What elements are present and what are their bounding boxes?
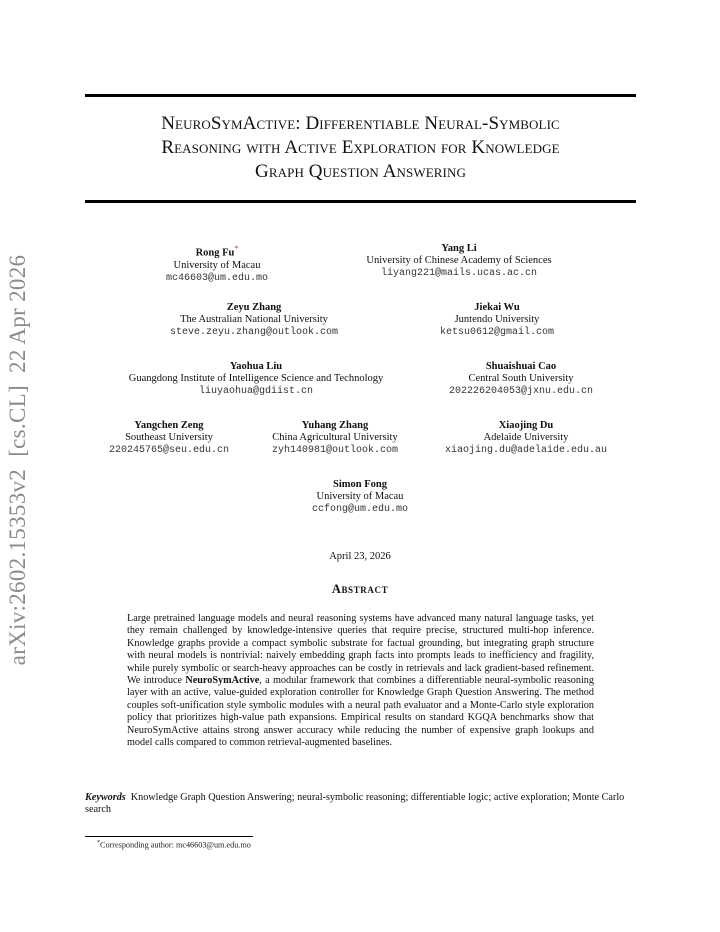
author-affiliation: Adelaide University [483,432,569,443]
author-affiliation: University of Chinese Academy of Sciences [366,255,552,266]
footnote-rule [85,836,253,837]
author-block [366,243,551,280]
author-name: Rong Fu* [195,244,239,259]
author-block [272,420,398,457]
author-name: Yangchen Zeng [134,420,204,431]
author-block [440,302,554,339]
abstract-body [127,613,594,749]
title-line-2: Reasoning with Active Exploration for Knowledge [161,137,560,158]
author-email[interactable]: ccfong@um.edu.mo [311,504,409,515]
author-affiliation: Southeast University [125,432,213,443]
author-email[interactable]: zyh140981@outlook.com [271,445,399,456]
arxiv-identifier: arXiv:2602.15353v2 [cs.CL] 22 Apr 2026 [5,254,30,666]
method-name: NeuroSymActive [185,675,260,687]
author-email[interactable]: 220245765@seu.edu.cn [108,445,230,456]
footnote-text: Corresponding author: mc46603@um.edu.mo [100,840,251,850]
author-block [312,479,408,516]
abstract-text-start: Large pretrained language models and neural reasoning systems have advanced many natural language tasks, yet they remain challenged by knowledge-intensive queries that require precise, structured multi-hop inference. Knowledge graphs provide a compact symbolic substrate for factual grounding, but integrating graph structure with neural models is nontrivial: naively embedding graph facts into prompts leads to inefficiency and fragility, while purely symbolic or search-heavy approaches can be costly in retrievals and lack gradient-based refinement. We introduce [127,613,594,687]
author-email[interactable]: mc46603@um.edu.mo [165,272,269,284]
author-affiliation: The Australian National University [180,314,328,325]
title-bottom-rule [85,200,636,203]
author-name: Zeyu Zhang [226,302,282,313]
title-line-3: Graph Question Answering [255,161,466,182]
title-line-1: NeuroSymActive: Differentiable Neural-Symbolic [161,113,560,134]
title-top-rule [85,94,636,97]
footnote-marker: * [97,840,100,846]
author-block [445,420,607,457]
author-email[interactable]: 202226204053@jxnu.edu.cn [448,386,594,397]
author-name: Yang Li [441,243,477,254]
author-affiliation: Juntendo University [454,314,540,325]
author-block [170,302,338,339]
abstract-text-end: , a modular framework that combines a differentiable neural-symbolic reasoning layer with an active, value-guided exploration controller for Knowledge Graph Question Answering. The method couples soft-unification style symbolic modules with a neural path evaluator and a Monte-Carlo style exploration policy that prioritizes high-value path expansions. Empirical results on standard KGQA benchmarks show that NeuroSymActive attains strong answer accuracy while reducing the number of expensive graph lookups and model calls compared to common retrieval-augmented baselines. [127,675,594,749]
author-block [166,243,268,285]
author-email[interactable]: ketsu0612@gmail.com [439,327,555,338]
author-name: Xiaojing Du [498,420,554,431]
author-block [449,361,593,398]
author-block [129,361,384,398]
publication-date: April 23, 2026 [329,551,391,562]
author-name: Yaohua Liu [229,361,283,372]
keywords-text: Knowledge Graph Question Answering; neural-symbolic reasoning; differentiable logic; active exploration; Monte Carlo search [85,792,625,816]
author-affiliation: University of Macau [173,259,261,271]
author-affiliation: Guangdong Institute of Intelligence Science and Technology [128,373,384,384]
author-affiliation: China Agricultural University [272,432,398,443]
abstract-heading: Abstract [331,582,389,596]
author-email[interactable]: liuyaohua@gdiist.cn [198,386,314,397]
author-block [109,420,229,457]
author-name: Jiekai Wu [474,302,520,313]
corresponding-marker: * [234,244,239,253]
paper-title [85,112,636,184]
author-name: Simon Fong [333,479,387,490]
keywords-label: Keywords [85,792,126,803]
author-affiliation: University of Macau [316,491,404,502]
author-name: Shuaishuai Cao [485,361,557,372]
keywords-section [85,792,637,817]
author-email[interactable]: liyang221@mails.ucas.ac.cn [380,268,538,279]
footnote [97,840,251,850]
author-email[interactable]: steve.zeyu.zhang@outlook.com [169,327,339,338]
author-affiliation: Central South University [468,373,574,384]
author-email[interactable]: xiaojing.du@adelaide.edu.au [444,445,608,456]
author-name: Yuhang Zhang [301,420,369,431]
